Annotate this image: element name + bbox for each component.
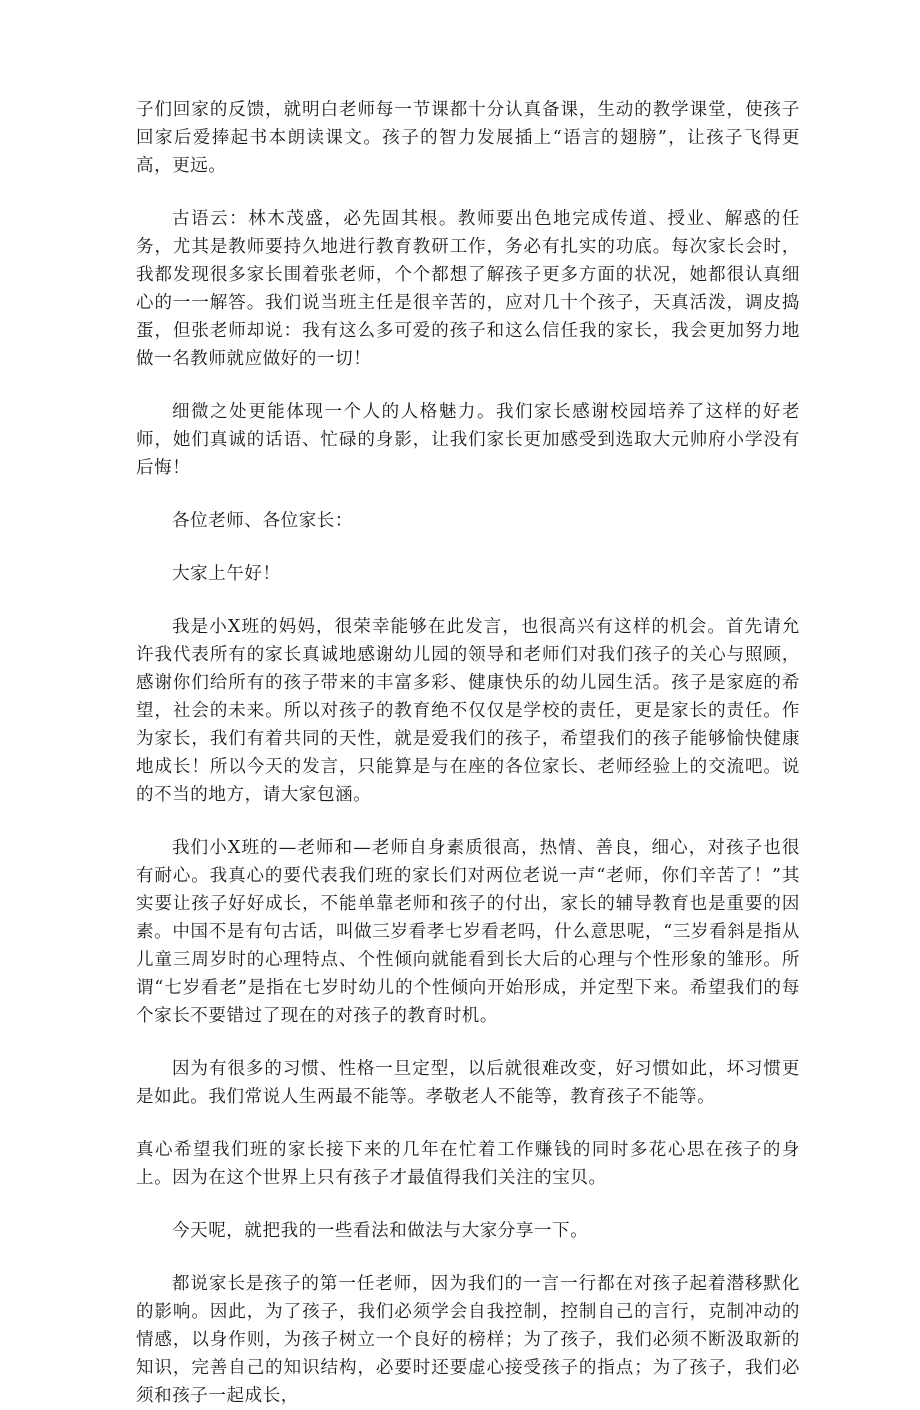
paragraph-8: 因为有很多的习惯、性格一旦定型，以后就很难改变，好习惯如此，坏习惯更是如此。我们常说人生两最不能等。孝敬老人不能等，教育孩子不能等。: [136, 1059, 800, 1107]
paragraph-1: 子们回家的反馈，就明白老师每一节课都十分认真备课，生动的教学课堂，使孩子回家后爱捧起书本朗读课文。孩子的智力发展插上“语言的翅膀”，让孩子飞得更高，更远。: [136, 100, 800, 176]
paragraph-2: 古语云：林木茂盛，必先固其根。教师要出色地完成传道、授业、解惑的任务，尤其是教师要持久地进行教育教研工作，务必有扎实的功底。每次家长会时，我都发现很多家长围着张老师，个个都想了解孩子更多方面的状况，她都很认真细心的一一解答。我们说当班主任是很辛苦的，应对几十个孩子，天真活泼，调皮捣蛋，但张老师却说：我有这么多可爱的孩子和这么信任我的家长，我会更加努力地做一名教师就应做好的一切！: [136, 209, 800, 369]
paragraph-6: 我是小X班的妈妈，很荣幸能够在此发言，也很高兴有这样的机会。首先请允许我代表所有的家长真诚地感谢幼儿园的领导和老师们对我们孩子的关心与照顾，感谢你们给所有的孩子带来的丰富多彩、健康快乐的幼儿园生活。孩子是家庭的希望，社会的未来。所以对孩子的教育绝不仅仅是学校的责任，更是家长的责任。作为家长，我们有着共同的天性，就是爱我们的孩子，希望我们的孩子能够愉快健康地成长！所以今天的发言，只能算是与在座的各位家长、老师经验上的交流吧。说的不当的地方，请大家包涵。: [136, 617, 800, 805]
salutation: 各位老师、各位家长：: [172, 511, 353, 531]
paragraph-10: 今天呢，就把我的一些看法和做法与大家分享一下。: [172, 1221, 589, 1241]
paragraph-9: 真心希望我们班的家长接下来的几年在忙着工作赚钱的同时多花心思在孩子的身上。因为在这个世界上只有孩子才最值得我们关注的宝贝。: [136, 1140, 800, 1188]
paragraph-7: 我们小X班的—老师和—老师自身素质很高，热情、善良，细心，对孩子也很有耐心。我真心的要代表我们班的家长们对两位老说一声“老师，你们辛苦了！”其实要让孩子好好成长，不能单靠老师和孩子的付出，家长的辅导教育也是重要的因素。中国不是有句古话，叫做三岁看孝七岁看老吗，什么意思呢，“三岁看斜是指从儿童三周岁时的心理特点、个性倾向就能看到长大后的心理与个性形象的雏形。所谓“七岁看老”是指在七岁时幼儿的个性倾向开始形成，并定型下来。希望我们的每个家长不要错过了现在的对孩子的教育时机。: [136, 838, 800, 1026]
paragraph-3: 细微之处更能体现一个人的人格魅力。我们家长感谢校园培养了这样的好老师，她们真诚的话语、忙碌的身影，让我们家长更加感受到选取大元帅府小学没有后悔！: [136, 402, 800, 478]
paragraph-11: 都说家长是孩子的第一任老师，因为我们的一言一行都在对孩子起着潜移默化的影响。因此，为了孩子，我们必须学会自我控制，控制自己的言行，克制冲动的情感，以身作则，为孩子树立一个良好的榜样；为了孩子，我们必须不断汲取新的知识，完善自己的知识结构，必要时还要虚心接受孩子的指点；为了孩子，我们必须和孩子一起成长，: [136, 1274, 800, 1406]
greeting: 大家上午好！: [172, 564, 281, 584]
document-body: [136, 96, 800, 1410]
